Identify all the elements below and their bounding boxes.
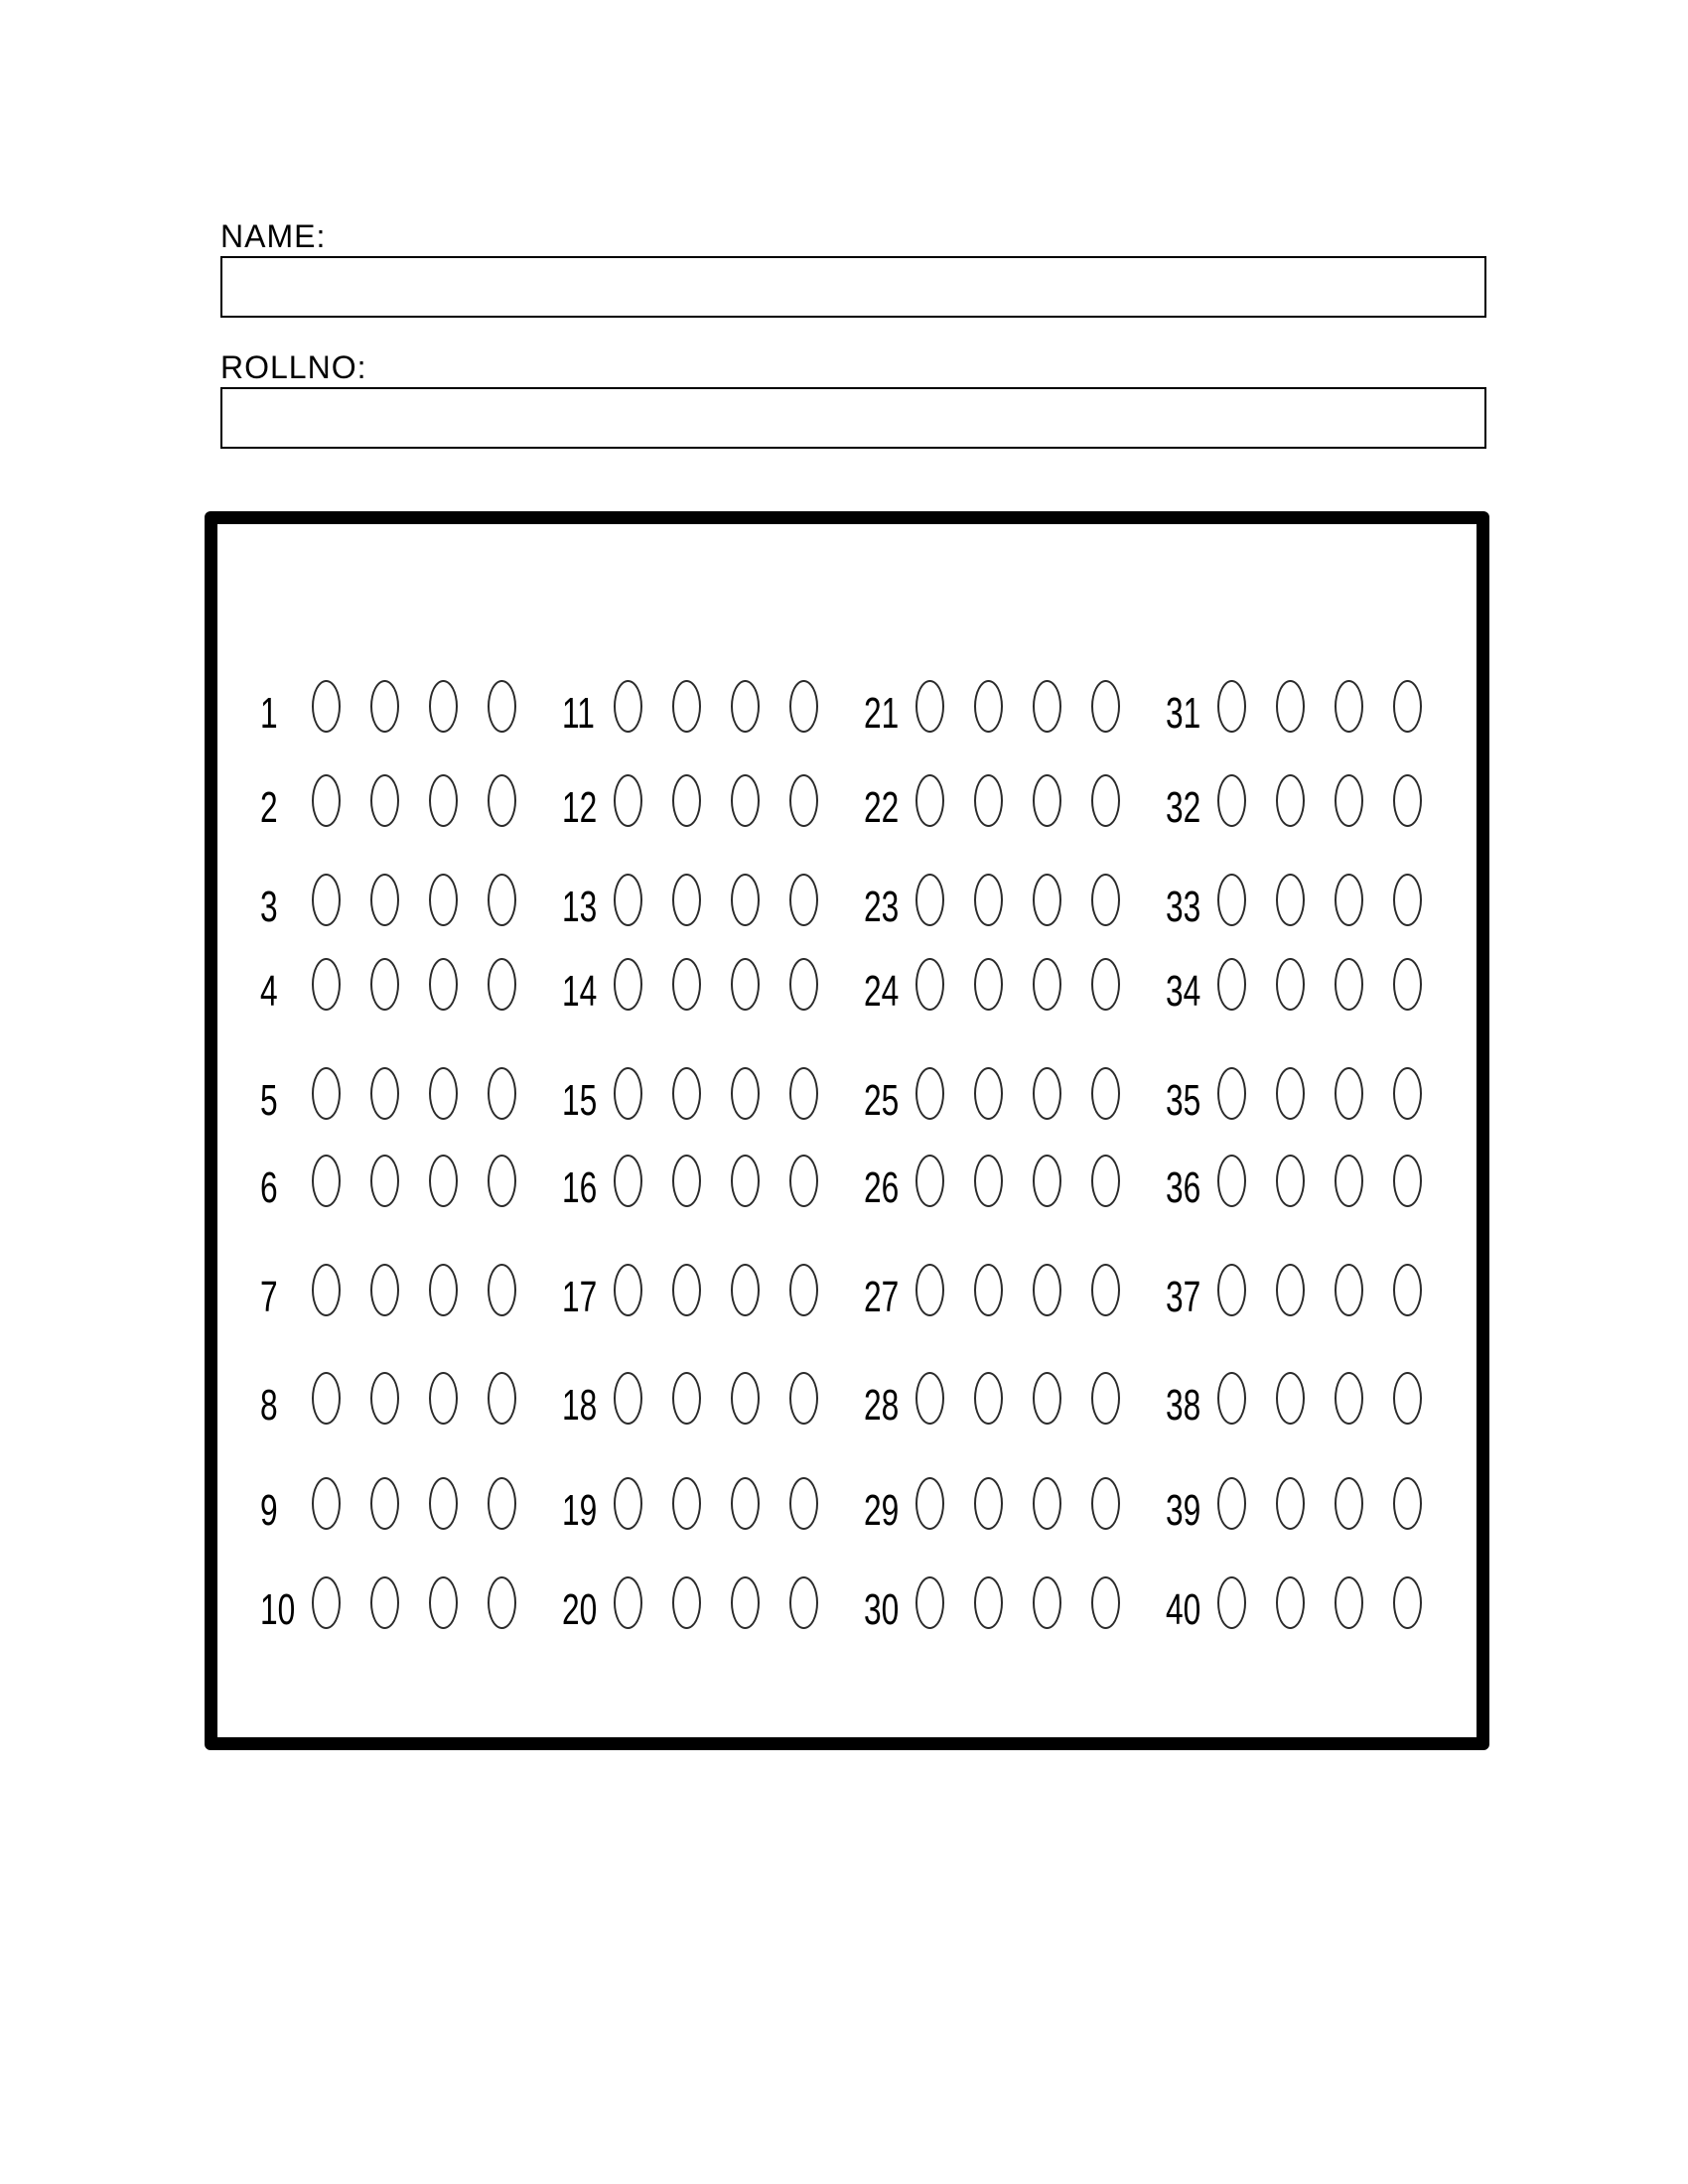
answer-bubble[interactable]: [731, 774, 760, 827]
question-number: 17: [562, 1273, 598, 1321]
answer-bubble[interactable]: [1033, 1477, 1061, 1530]
answer-bubble[interactable]: [488, 1372, 516, 1425]
answer-bubble[interactable]: [672, 958, 701, 1011]
answer-bubble[interactable]: [1091, 1155, 1120, 1207]
answer-bubble[interactable]: [915, 1576, 944, 1629]
answer-bubble[interactable]: [1033, 1067, 1061, 1120]
answer-bubble[interactable]: [1335, 1264, 1363, 1316]
answer-bubble[interactable]: [1033, 958, 1061, 1011]
answer-bubble[interactable]: [731, 1576, 760, 1629]
answer-bubble[interactable]: [789, 1155, 818, 1207]
question-number: 27: [864, 1273, 900, 1321]
question-row: [864, 954, 1150, 1014]
answer-bubble[interactable]: [429, 1576, 458, 1629]
question-row: [260, 1368, 546, 1428]
answer-bubble[interactable]: [370, 1576, 399, 1629]
question-row: [260, 1572, 546, 1632]
answer-bubble[interactable]: [1091, 774, 1120, 827]
answer-bubble[interactable]: [1393, 874, 1422, 926]
answer-bubble[interactable]: [429, 1477, 458, 1530]
question-number: 16: [562, 1163, 598, 1212]
answer-bubble[interactable]: [370, 1155, 399, 1207]
question-number: 7: [260, 1273, 278, 1321]
answer-bubble[interactable]: [488, 1576, 516, 1629]
answer-bubble[interactable]: [974, 1264, 1003, 1316]
question-row: [260, 676, 546, 736]
question-number: 19: [562, 1486, 598, 1535]
question-row: [1166, 770, 1452, 830]
answer-bubble[interactable]: [429, 958, 458, 1011]
answer-bubble[interactable]: [915, 1372, 944, 1425]
answer-bubble[interactable]: [1033, 1576, 1061, 1629]
answer-bubble[interactable]: [672, 1576, 701, 1629]
answer-bubble[interactable]: [1276, 958, 1305, 1011]
answer-bubble[interactable]: [1091, 874, 1120, 926]
answer-bubble[interactable]: [731, 958, 760, 1011]
answer-bubble[interactable]: [1276, 1576, 1305, 1629]
answer-bubble[interactable]: [672, 774, 701, 827]
answer-bubble[interactable]: [429, 680, 458, 733]
question-number: 40: [1166, 1585, 1201, 1634]
question-row: [1166, 1063, 1452, 1123]
question-number: 8: [260, 1381, 278, 1430]
question-number: 29: [864, 1486, 900, 1535]
answer-bubble[interactable]: [488, 1067, 516, 1120]
question-row: [562, 954, 848, 1014]
answer-bubble[interactable]: [429, 1067, 458, 1120]
answer-bubble[interactable]: [312, 958, 341, 1011]
question-number: 2: [260, 783, 278, 832]
answer-bubble[interactable]: [1393, 1477, 1422, 1530]
question-number: 22: [864, 783, 900, 832]
answer-bubble[interactable]: [614, 1477, 642, 1530]
answer-bubble[interactable]: [488, 1264, 516, 1316]
question-row: [1166, 1151, 1452, 1210]
question-row: [562, 1368, 848, 1428]
answer-bubble[interactable]: [370, 958, 399, 1011]
answer-bubble[interactable]: [789, 774, 818, 827]
answer-bubble[interactable]: [1091, 1477, 1120, 1530]
answer-bubble[interactable]: [614, 1067, 642, 1120]
answer-bubble[interactable]: [1217, 874, 1246, 926]
answer-bubble[interactable]: [1276, 680, 1305, 733]
question-number: 21: [864, 689, 900, 738]
answer-bubble[interactable]: [429, 1264, 458, 1316]
answer-bubble[interactable]: [974, 1155, 1003, 1207]
answer-bubble[interactable]: [370, 1264, 399, 1316]
question-row: [1166, 1368, 1452, 1428]
question-number: 10: [260, 1585, 296, 1634]
question-row: [864, 1260, 1150, 1319]
answer-bubble[interactable]: [1091, 1372, 1120, 1425]
answer-bubble[interactable]: [370, 774, 399, 827]
question-number: 38: [1166, 1381, 1201, 1430]
answer-bubble[interactable]: [488, 958, 516, 1011]
answer-bubble[interactable]: [1335, 774, 1363, 827]
answer-bubble[interactable]: [1335, 1067, 1363, 1120]
question-number: 14: [562, 967, 598, 1016]
question-row: [864, 1063, 1150, 1123]
answer-bubble[interactable]: [1033, 1155, 1061, 1207]
question-number: 23: [864, 883, 900, 931]
question-row: [562, 1260, 848, 1319]
question-row: [1166, 1260, 1452, 1319]
answer-bubble[interactable]: [488, 1155, 516, 1207]
answer-bubble[interactable]: [974, 680, 1003, 733]
answer-bubble[interactable]: [1276, 1264, 1305, 1316]
answer-bubble[interactable]: [312, 1264, 341, 1316]
answer-bubble[interactable]: [731, 874, 760, 926]
answer-bubble[interactable]: [1276, 874, 1305, 926]
question-number: 20: [562, 1585, 598, 1634]
question-row: [1166, 1572, 1452, 1632]
answer-bubble[interactable]: [1217, 680, 1246, 733]
answer-bubble[interactable]: [370, 680, 399, 733]
question-number: 39: [1166, 1486, 1201, 1535]
answer-bubble[interactable]: [789, 958, 818, 1011]
answer-bubble[interactable]: [672, 1372, 701, 1425]
answer-bubble[interactable]: [488, 680, 516, 733]
answer-bubble[interactable]: [915, 874, 944, 926]
answer-bubble[interactable]: [974, 1372, 1003, 1425]
question-row: [562, 676, 848, 736]
answer-bubble[interactable]: [312, 874, 341, 926]
question-number: 33: [1166, 883, 1201, 931]
question-number: 24: [864, 967, 900, 1016]
question-number: 25: [864, 1076, 900, 1125]
answer-bubble[interactable]: [614, 774, 642, 827]
answer-bubble[interactable]: [731, 1067, 760, 1120]
answer-bubble[interactable]: [789, 680, 818, 733]
answer-bubble[interactable]: [1335, 1372, 1363, 1425]
answer-bubble[interactable]: [1276, 1372, 1305, 1425]
answer-bubble[interactable]: [974, 1477, 1003, 1530]
question-row: [260, 870, 546, 929]
question-number: 5: [260, 1076, 278, 1125]
question-row: [864, 1473, 1150, 1533]
answer-bubble[interactable]: [370, 1067, 399, 1120]
name-field[interactable]: [220, 256, 1486, 318]
answer-bubble[interactable]: [974, 874, 1003, 926]
answer-bubble[interactable]: [1091, 680, 1120, 733]
question-number: 1: [260, 689, 278, 738]
question-number: 18: [562, 1381, 598, 1430]
rollno-field[interactable]: [220, 387, 1486, 449]
question-number: 34: [1166, 967, 1201, 1016]
answer-bubble[interactable]: [1335, 958, 1363, 1011]
answer-bubble[interactable]: [789, 1372, 818, 1425]
question-row: [562, 770, 848, 830]
answer-bubble[interactable]: [1335, 1477, 1363, 1530]
answer-bubble[interactable]: [731, 680, 760, 733]
answer-bubble[interactable]: [915, 1264, 944, 1316]
question-number: 36: [1166, 1163, 1201, 1212]
answer-bubble[interactable]: [370, 1477, 399, 1530]
question-number: 37: [1166, 1273, 1201, 1321]
question-number: 31: [1166, 689, 1201, 738]
answer-bubble[interactable]: [1091, 1576, 1120, 1629]
answer-bubble[interactable]: [915, 680, 944, 733]
question-number: 35: [1166, 1076, 1201, 1125]
answer-bubble[interactable]: [1393, 1576, 1422, 1629]
answer-bubble[interactable]: [1393, 1372, 1422, 1425]
answer-bubble[interactable]: [312, 1155, 341, 1207]
answer-bubble[interactable]: [731, 1372, 760, 1425]
answer-bubble[interactable]: [370, 874, 399, 926]
answer-bubble[interactable]: [974, 774, 1003, 827]
answer-bubble[interactable]: [614, 680, 642, 733]
answer-bubble[interactable]: [1033, 680, 1061, 733]
question-row: [260, 954, 546, 1014]
question-number: 3: [260, 883, 278, 931]
answer-bubble[interactable]: [731, 1477, 760, 1530]
answer-bubble[interactable]: [672, 1155, 701, 1207]
question-number: 9: [260, 1486, 278, 1535]
question-number: 28: [864, 1381, 900, 1430]
question-row: [260, 1260, 546, 1319]
answer-bubble[interactable]: [1276, 774, 1305, 827]
question-number: 26: [864, 1163, 900, 1212]
question-row: [562, 1473, 848, 1533]
question-row: [864, 870, 1150, 929]
answer-bubble[interactable]: [1217, 1477, 1246, 1530]
answer-bubble[interactable]: [429, 1155, 458, 1207]
answer-bubble[interactable]: [312, 1576, 341, 1629]
rollno-label: ROLLNO:: [220, 349, 367, 385]
answer-bubble[interactable]: [789, 1576, 818, 1629]
answer-bubble[interactable]: [672, 1477, 701, 1530]
question-number: 13: [562, 883, 598, 931]
answer-bubble[interactable]: [312, 680, 341, 733]
answer-bubble[interactable]: [312, 1067, 341, 1120]
answer-bubble[interactable]: [974, 1576, 1003, 1629]
answer-bubble[interactable]: [1393, 774, 1422, 827]
answer-bubble[interactable]: [974, 1067, 1003, 1120]
question-number: 15: [562, 1076, 598, 1125]
question-row: [1166, 954, 1452, 1014]
answer-bubble[interactable]: [1393, 1067, 1422, 1120]
answer-bubble[interactable]: [672, 874, 701, 926]
answer-bubble[interactable]: [1033, 1372, 1061, 1425]
question-row: [562, 870, 848, 929]
answer-bubble[interactable]: [1276, 1067, 1305, 1120]
question-row: [1166, 870, 1452, 929]
question-row: [260, 1063, 546, 1123]
question-number: 6: [260, 1163, 278, 1212]
answer-bubble[interactable]: [789, 874, 818, 926]
question-number: 32: [1166, 783, 1201, 832]
question-row: [260, 1151, 546, 1210]
answer-bubble[interactable]: [789, 1477, 818, 1530]
answer-bubble[interactable]: [1033, 1264, 1061, 1316]
question-row: [1166, 1473, 1452, 1533]
answer-bubble[interactable]: [614, 1155, 642, 1207]
answer-bubble[interactable]: [312, 1477, 341, 1530]
answer-bubble[interactable]: [488, 874, 516, 926]
answer-bubble[interactable]: [731, 1264, 760, 1316]
question-row: [864, 1572, 1150, 1632]
answer-bubble[interactable]: [1335, 1576, 1363, 1629]
answer-bubble[interactable]: [1217, 1264, 1246, 1316]
answer-bubble[interactable]: [614, 874, 642, 926]
answer-bubble[interactable]: [915, 1155, 944, 1207]
answer-bubble[interactable]: [1276, 1477, 1305, 1530]
answer-bubble[interactable]: [672, 680, 701, 733]
question-row: [562, 1063, 848, 1123]
answer-bubble[interactable]: [429, 874, 458, 926]
answer-bubble[interactable]: [672, 1067, 701, 1120]
answer-bubble[interactable]: [488, 774, 516, 827]
answer-bubble[interactable]: [429, 1372, 458, 1425]
answer-bubble[interactable]: [1335, 874, 1363, 926]
question-row: [1166, 676, 1452, 736]
answer-bubble[interactable]: [789, 1264, 818, 1316]
answer-bubble[interactable]: [1091, 958, 1120, 1011]
answer-bubble[interactable]: [1033, 874, 1061, 926]
answer-bubble[interactable]: [789, 1067, 818, 1120]
answer-bubble[interactable]: [1335, 1155, 1363, 1207]
answer-bubble[interactable]: [1393, 958, 1422, 1011]
question-row: [864, 770, 1150, 830]
answer-bubble[interactable]: [1033, 774, 1061, 827]
answer-bubble[interactable]: [1217, 1067, 1246, 1120]
answer-bubble[interactable]: [1393, 1264, 1422, 1316]
question-number: 11: [562, 689, 595, 738]
answer-bubble[interactable]: [1335, 680, 1363, 733]
answer-bubble[interactable]: [1217, 1155, 1246, 1207]
answer-bubble[interactable]: [370, 1372, 399, 1425]
answer-bubble[interactable]: [1217, 774, 1246, 827]
question-row: [864, 1151, 1150, 1210]
question-row: [260, 1473, 546, 1533]
answer-bubble[interactable]: [1217, 1576, 1246, 1629]
answer-bubble[interactable]: [614, 958, 642, 1011]
answer-bubble[interactable]: [614, 1372, 642, 1425]
question-row: [260, 770, 546, 830]
question-row: [562, 1151, 848, 1210]
answer-bubble[interactable]: [488, 1477, 516, 1530]
answer-bubble[interactable]: [1393, 1155, 1422, 1207]
answer-bubble[interactable]: [915, 1067, 944, 1120]
question-row: [864, 676, 1150, 736]
answer-bubble[interactable]: [1091, 1264, 1120, 1316]
question-number: 12: [562, 783, 598, 832]
answer-bubble[interactable]: [672, 1264, 701, 1316]
answer-bubble[interactable]: [1217, 1372, 1246, 1425]
answer-bubble[interactable]: [915, 958, 944, 1011]
answer-bubble[interactable]: [915, 1477, 944, 1530]
answer-bubble[interactable]: [614, 1576, 642, 1629]
question-number: 30: [864, 1585, 900, 1634]
answer-bubble[interactable]: [731, 1155, 760, 1207]
question-row: [562, 1572, 848, 1632]
answer-bubble[interactable]: [429, 774, 458, 827]
answer-bubble[interactable]: [1276, 1155, 1305, 1207]
answer-bubble[interactable]: [1393, 680, 1422, 733]
answer-bubble[interactable]: [614, 1264, 642, 1316]
answer-bubble[interactable]: [312, 1372, 341, 1425]
question-row: [864, 1368, 1150, 1428]
answer-bubble[interactable]: [1091, 1067, 1120, 1120]
answer-bubble[interactable]: [915, 774, 944, 827]
name-label: NAME:: [220, 218, 327, 254]
answer-bubble[interactable]: [974, 958, 1003, 1011]
answer-bubble[interactable]: [1217, 958, 1246, 1011]
answer-bubble[interactable]: [312, 774, 341, 827]
question-number: 4: [260, 967, 278, 1016]
